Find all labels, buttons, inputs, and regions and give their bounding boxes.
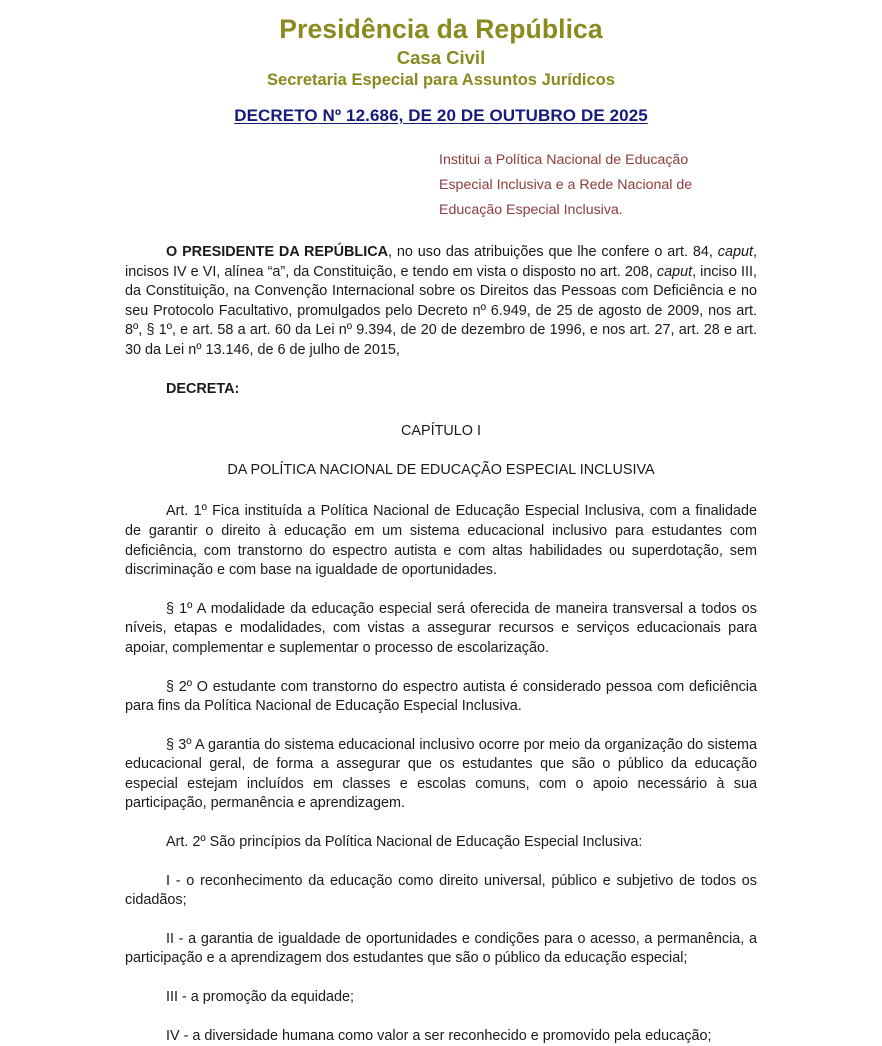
preamble-president-label: O PRESIDENTE DA REPÚBLICA	[166, 244, 389, 260]
ementa-line: Especial Inclusiva e a Rede Nacional de	[439, 177, 693, 193]
inciso-art-2-i: I - o reconhecimento da educação como direito universal, público e subjetivo de todos os cidadãos;	[125, 872, 757, 909]
preamble-italic-caput-2: caput	[656, 263, 693, 280]
article-paragraph-art-1-par-1: § 1º A modalidade da educação especial será oferecida de maneira transversal a todos os níveis, etapas e modalidades, com vistas a assegurar recursos e serviços educacionais para apoiar, complementar e suplementar o processo de escolarização.	[125, 600, 757, 656]
decree-title[interactable]: DECRETO Nº 12.686, DE 20 DE OUTUBRO DE 2025	[234, 106, 648, 125]
org-name-secretaria: Secretaria Especial para Assuntos Jurídicos	[267, 71, 615, 89]
document-body	[125, 243, 757, 1046]
article-paragraph-art-2: Art. 2º São princípios da Política Nacional de Educação Especial Inclusiva:	[166, 834, 643, 851]
chapter-name: DA POLÍTICA NACIONAL DE EDUCAÇÃO ESPECIAL INCLUSIVA	[227, 461, 655, 478]
ementa-block	[439, 148, 707, 223]
ementa-line: Institui a Política Nacional de Educação	[439, 152, 689, 168]
article-paragraph-art-1-par-2: § 2º O estudante com transtorno do espectro autista é considerado pessoa com deficiência para fins da Política Nacional de Educação Especial Inclusiva.	[125, 678, 757, 715]
decreta-label: DECRETA:	[166, 380, 240, 397]
inciso-art-2-iii: III - a promoção da equidade;	[166, 989, 354, 1006]
inciso-art-2-iv: IV - a diversidade humana como valor a ser reconhecido e promovido pela educação;	[166, 1027, 712, 1044]
ementa-line: Educação Especial Inclusiva.	[439, 202, 623, 218]
org-name-casa-civil: Casa Civil	[396, 47, 486, 68]
preamble-italic-caput-1: caput	[717, 244, 753, 260]
article-paragraph-art-1: Art. 1º Fica instituída a Política Nacional de Educação Especial Inclusiva, com a finalidade de garantir o direito à educação em um sistema educacional inclusivo para estudantes com deficiência, com transtorno do espectro autista e com altas habilidades ou superdotação, sem discriminação e com base na igualdade de oportunidades.	[125, 503, 757, 579]
preamble-text-1: , no uso das atribuições que lhe confere o art. 84,	[388, 244, 718, 260]
chapter-number: CAPÍTULO I	[401, 423, 481, 440]
article-paragraph-art-1-par-3: § 3º A garantia do sistema educacional inclusivo ocorre por meio da organização do sistema educacional geral, de forma a assegurar que os estudantes que são o público da educação especial estejam incluídos em classes e escolas comuns, com o apoio necessário à sua participação, permanência e aprendizagem.	[125, 736, 757, 812]
preamble-text-3: , inciso III, da Constituição, na Convenção Internacional sobre os Direitos das Pessoas com Deficiência e no seu Protocolo Facultativo, promulgados pelo Decreto nº 6.949, de 25 de agosto de 2009, nos art. 8º, § 1º, e art. 58 a art. 60 da Lei nº 9.394, de 20 de dezembro de 1996, e nos art. 27, art. 28 e art. 30 da Lei nº 13.146, de 6 de julho de 2015,	[125, 263, 757, 358]
org-name-presidency: Presidência da República	[279, 14, 603, 44]
document-header	[0, 0, 882, 91]
preamble-paragraph	[125, 243, 757, 361]
inciso-art-2-ii: II - a garantia de igualdade de oportunidades e condições para o acesso, a permanência, a participação e a aprendizagem dos estudantes que são o público da educação especial;	[125, 930, 757, 967]
preamble-text-2: , incisos IV e VI, alínea “a”, da Constituição, e tendo em vista o disposto no art. 208,	[125, 244, 757, 280]
decree-title-container	[0, 105, 882, 126]
